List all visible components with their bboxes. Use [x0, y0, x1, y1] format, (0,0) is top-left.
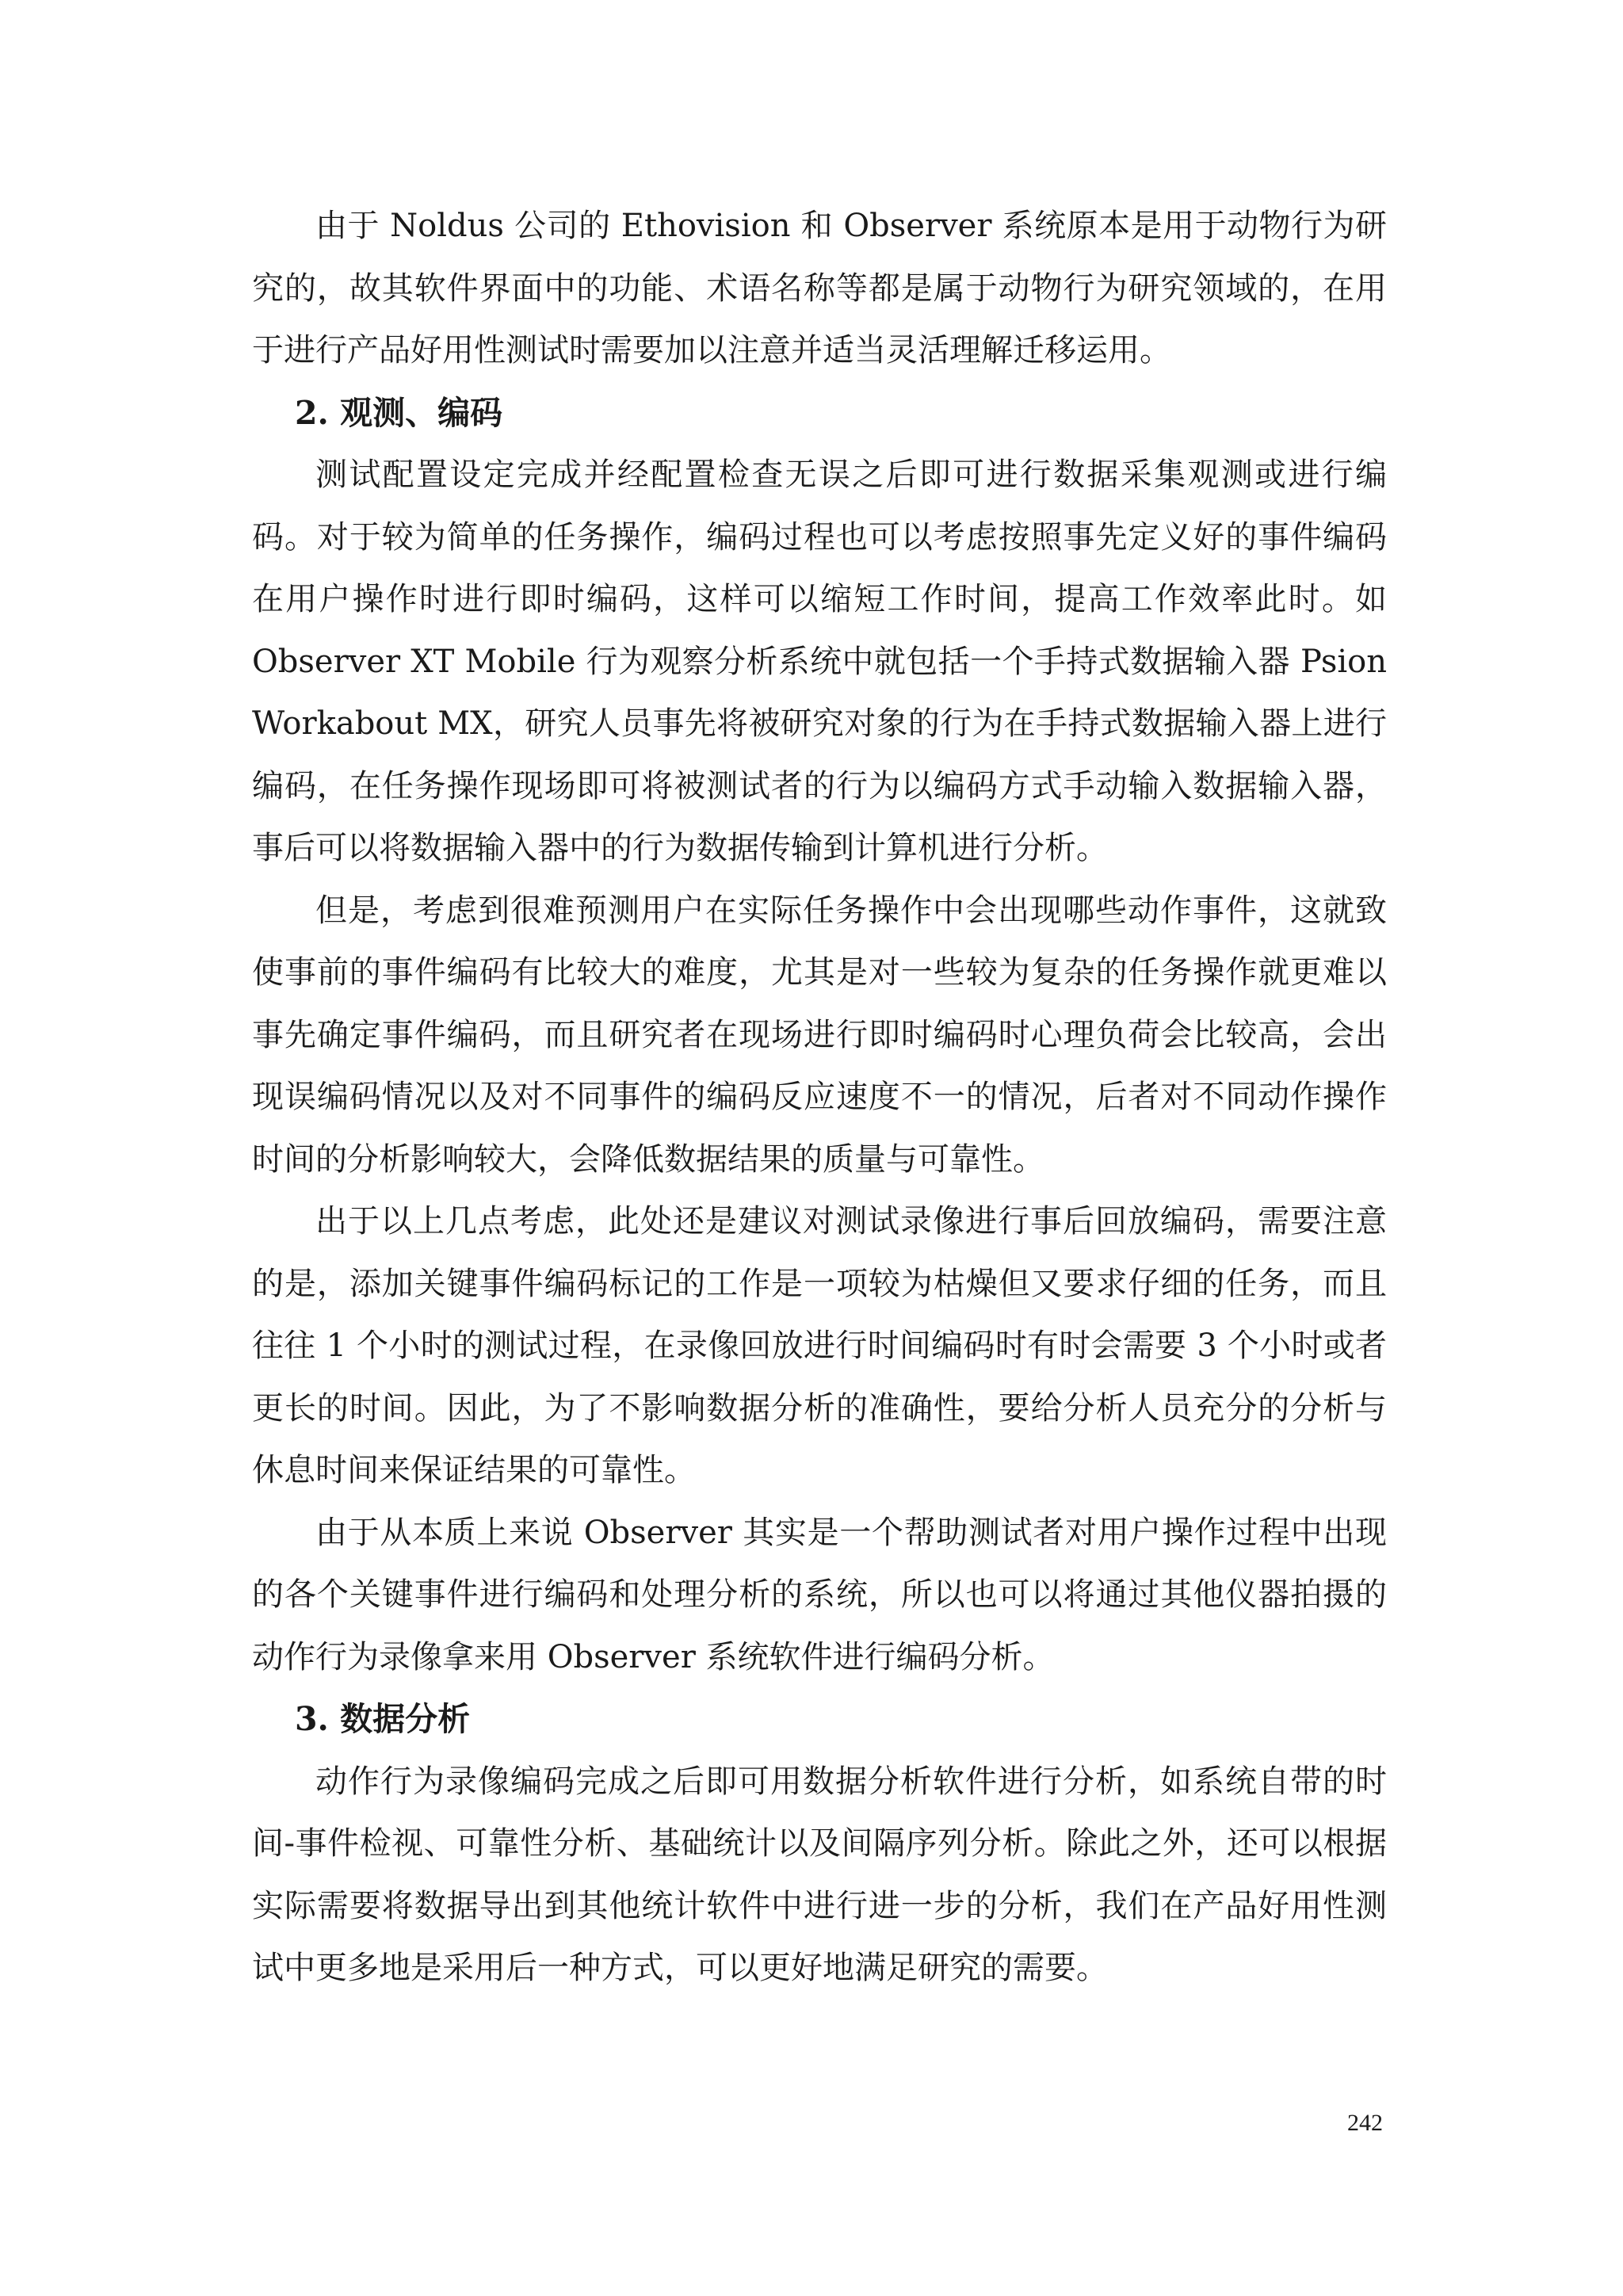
- section-heading: 3. 数据分析: [295, 1700, 471, 1738]
- body-paragraph: 由于 Noldus 公司的 Ethovision 和 Observer 系统原本是用于动物行为研究的，故其软件界面中的功能、术语名称等都是属于动物行为研究领域的，在用于进行产品好用性测试时需要加以注意并适当灵活理解迁移运用。: [252, 208, 1387, 369]
- body-paragraph: 出于以上几点考虑，此处还是建议对测试录像进行事后回放编码，需要注意的是，添加关键事件编码标记的工作是一项较为枯燥但又要求仔细的任务，而且往往 1 个小时的测试过程，在录像回放进行时间编码时有时会需要 3 个小时或者更长的时间。因此，为了不影响数据分析的准确性，要给分析人员充分的分析与休息时间来保证结果的可靠性。: [252, 1203, 1387, 1488]
- section-heading: 2. 观测、编码: [295, 393, 503, 432]
- body-paragraph: 动作行为录像编码完成之后即可用数据分析软件进行分析，如系统自带的时间-事件检视、可靠性分析、基础统计以及间隔序列分析。除此之外，还可以根据实际需要将数据导出到其他统计软件中进行进一步的分析，我们在产品好用性测试中更多地是采用后一种方式，可以更好地满足研究的需要。: [252, 1763, 1387, 1986]
- body-paragraph: 但是，考虑到很难预测用户在实际任务操作中会出现哪些动作事件，这就致使事前的事件编码有比较大的难度，尤其是对一些较为复杂的任务操作就更难以事先确定事件编码，而且研究者在现场进行即时编码时心理负荷会比较高，会出现误编码情况以及对不同事件的编码反应速度不一的情况，后者对不同动作操作时间的分析影响较大，会降低数据结果的质量与可靠性。: [252, 892, 1387, 1178]
- body-paragraph: 由于从本质上来说 Observer 其实是一个帮助测试者对用户操作过程中出现的各个关键事件进行编码和处理分析的系统，所以也可以将通过其他仪器拍摄的动作行为录像拿来用 Observer 系统软件进行编码分析。: [252, 1514, 1387, 1675]
- page-body: [252, 195, 1387, 2000]
- body-paragraph: 测试配置设定完成并经配置检查无误之后即可进行数据采集观测或进行编码。对于较为简单的任务操作，编码过程也可以考虑按照事先定义好的事件编码在用户操作时进行即时编码，这样可以缩短工作时间，提高工作效率此时。如 Observer XT Mobile 行为观察分析系统中就包括一个手持式数据输入器 Psion Workabout MX，研究人员事先将被研究对象的行为在手持式数据输入器上进行编码，在任务操作现场即可将被测试者的行为以编码方式手动输入数据输入器，事后可以将数据输入器中的行为数据传输到计算机进行分析。: [252, 457, 1387, 866]
- page-number: 242: [1347, 2110, 1383, 2136]
